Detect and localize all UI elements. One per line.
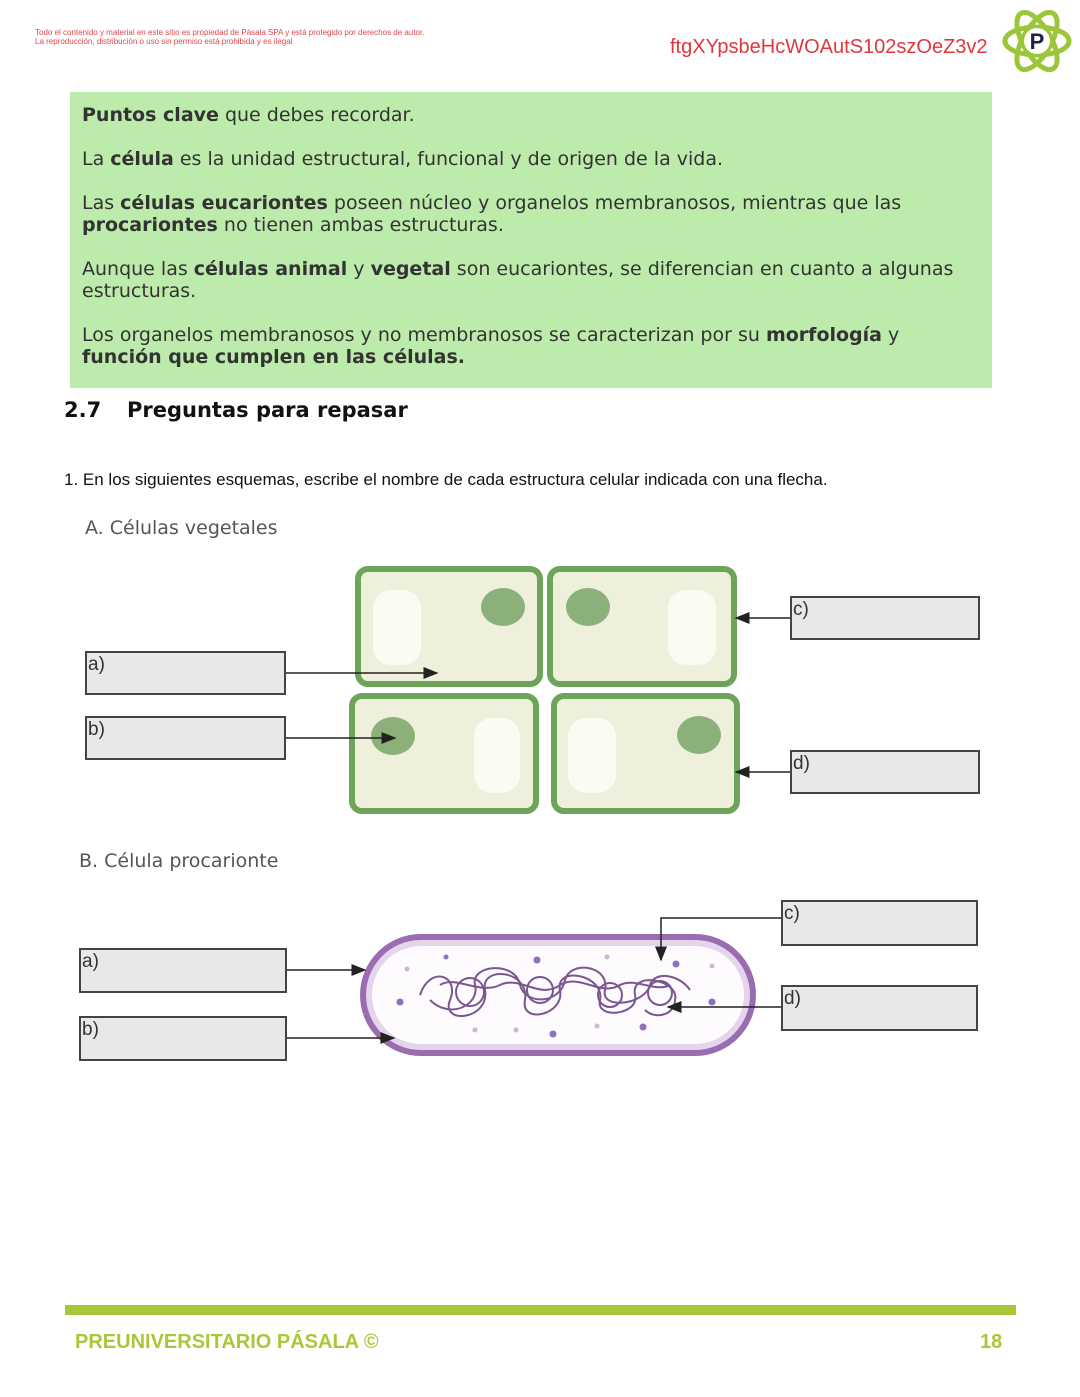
key-point: Puntos clave que debes recordar. [82, 104, 415, 126]
answer-label: d) [784, 988, 801, 1009]
question-text: 1. En los siguientes esquemas, escribe el nombre de cada estructura celular indicada con una flecha. [64, 470, 828, 489]
answer-box-b-prokaryote[interactable] [79, 1016, 287, 1061]
footer-brand: PREUNIVERSITARIO PÁSALA © [75, 1331, 379, 1353]
page-number: 18 [980, 1331, 1003, 1353]
answer-label: b) [82, 1019, 99, 1040]
answer-box-c-plant[interactable] [790, 596, 980, 640]
diagram-b-title: B. Célula procarionte [79, 850, 279, 872]
key-point: Las células eucariontes poseen núcleo y organelos membranosos, mientras que las procariontes no tienen ambas estructuras. [82, 192, 902, 236]
footer-rule [65, 1305, 1016, 1315]
answer-label: d) [793, 753, 810, 774]
plant-cells-diagram [286, 569, 790, 811]
answer-label: a) [82, 951, 99, 972]
answer-label: b) [88, 719, 105, 740]
document-code: ftgXYpsbeHcWOAutS102szOeZ3v2 [670, 36, 988, 58]
answer-box-a-plant[interactable] [85, 651, 286, 695]
answer-box-d-plant[interactable] [790, 750, 980, 794]
answer-box-a-prokaryote[interactable] [79, 948, 287, 993]
copyright-line: Todo el contenido y material en este sitio es propiedad de Pásala SPA y está protegido por derechos de autor. [35, 28, 425, 37]
key-point: Aunque las células animal y vegetal son eucariontes, se diferencian en cuanto a algunas estructuras. [82, 258, 954, 302]
answer-label: c) [784, 903, 800, 924]
section-number: 2.7 [64, 398, 102, 422]
copyright-line: La reproducción, distribución o uso sin permiso está prohibida y es ilegal [35, 37, 293, 46]
diagram-a-title: A. Células vegetales [85, 517, 278, 539]
answer-box-d-prokaryote[interactable] [781, 985, 978, 1031]
answer-label: c) [793, 599, 809, 620]
svg-text:P: P [1029, 29, 1045, 54]
key-point: Los organelos membranosos y no membranosos se caracterizan por su morfología y función que cumplen en las células. [82, 324, 900, 368]
answer-box-b-plant[interactable] [85, 716, 286, 760]
answer-box-c-prokaryote[interactable] [781, 900, 978, 946]
prokaryote-diagram [286, 918, 781, 1056]
answer-label: a) [88, 654, 105, 675]
key-point: La célula es la unidad estructural, funcional y de origen de la vida. [82, 148, 724, 170]
section-title: Preguntas para repasar [127, 398, 408, 422]
